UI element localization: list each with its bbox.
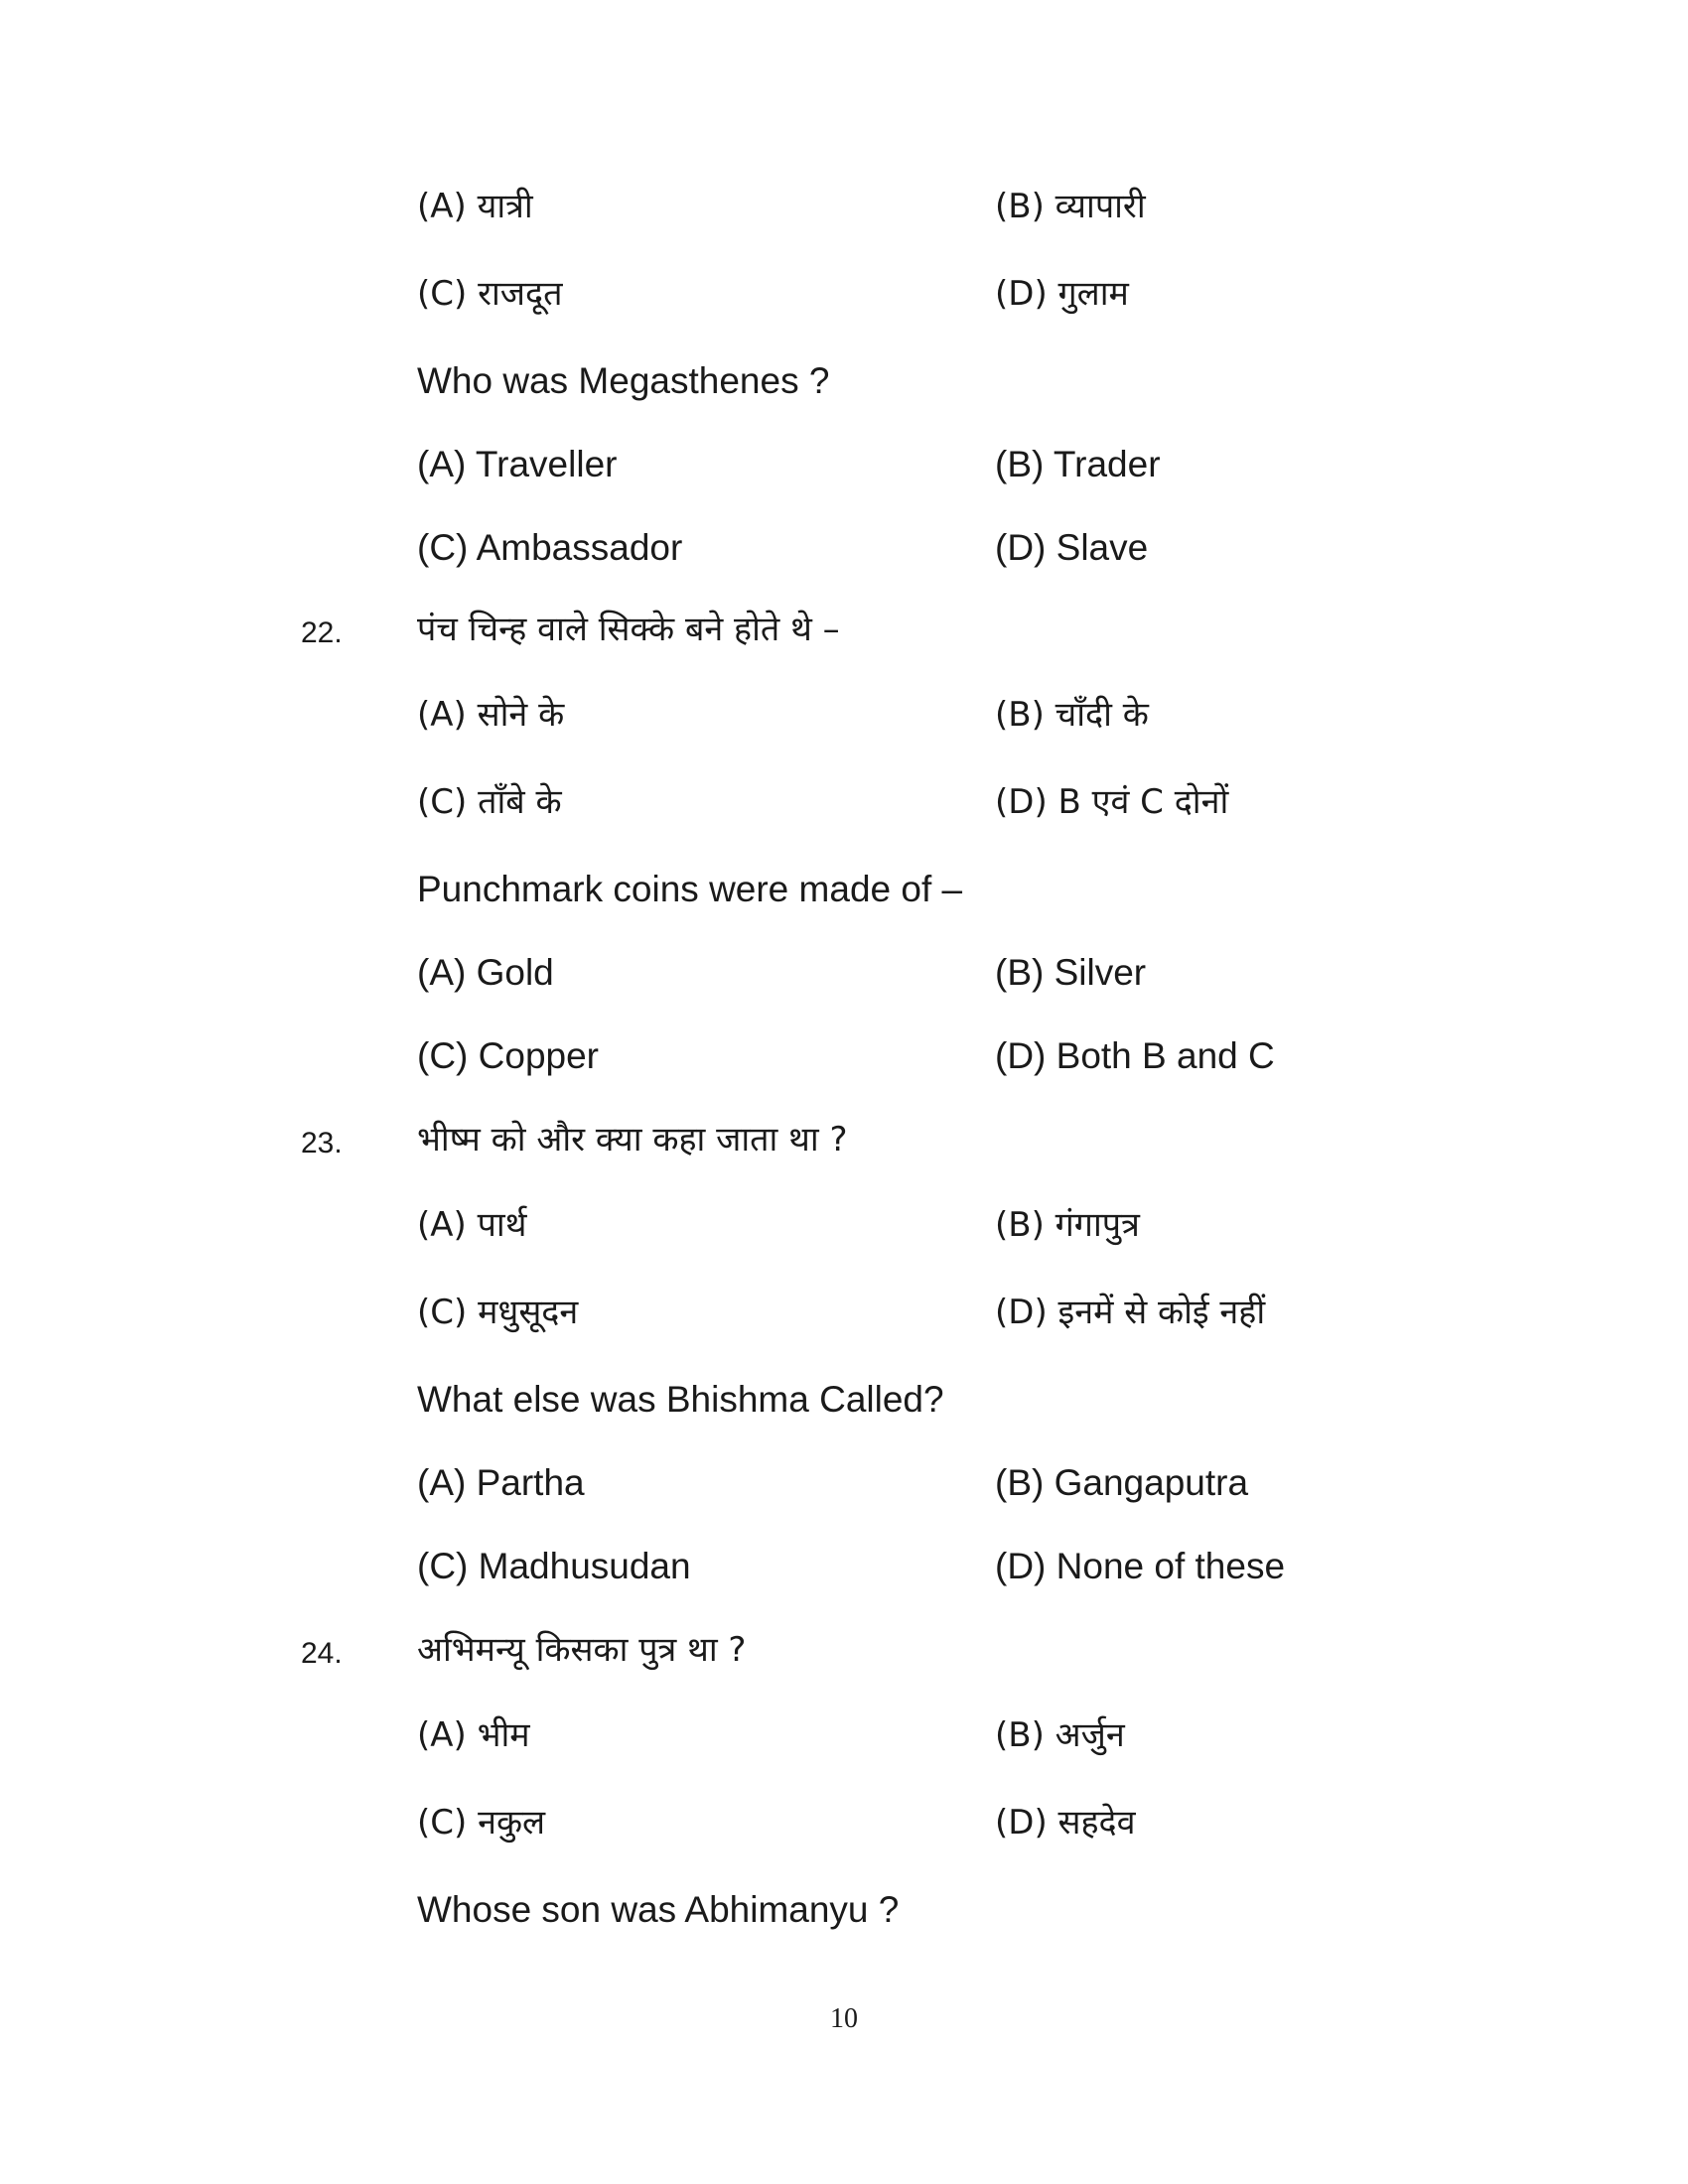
q23-en-option-d: (D) None of these [995, 1546, 1286, 1586]
q22-hi-option-c: (C) ताँबे के [417, 782, 562, 822]
q22-en-question: Punchmark coins were made of – [417, 869, 963, 909]
q23-en-question: What else was Bhishma Called? [417, 1379, 944, 1420]
q21-en-question: Who was Megasthenes ? [417, 360, 830, 401]
page-number: 10 [830, 2003, 858, 2034]
q21-hi-option-a: (A) यात्री [417, 187, 533, 226]
q21-en-option-b: (B) Trader [995, 444, 1161, 484]
q22-en-option-c: (C) Copper [417, 1035, 599, 1076]
q23-en-option-b: (B) Gangaputra [995, 1462, 1249, 1503]
q22-hi-question: पंच चिन्ह वाले सिक्के बने होते थे – [417, 610, 840, 649]
q24-hi-option-b: (B) अर्जुन [995, 1715, 1125, 1755]
q24-number: 24. [301, 1637, 343, 1670]
q24-hi-question: अभिमन्यू किसका पुत्र था ? [417, 1630, 747, 1670]
q24-hi-option-a: (A) भीम [417, 1715, 530, 1755]
q23-en-option-c: (C) Madhusudan [417, 1546, 691, 1586]
q22-number: 22. [301, 616, 343, 649]
q23-hi-option-c: (C) मधुसूदन [417, 1293, 579, 1332]
q22-en-option-d: (D) Both B and C [995, 1035, 1275, 1076]
q21-hi-option-d: (D) गुलाम [995, 274, 1129, 314]
q22-hi-option-b: (B) चाँदी के [995, 695, 1149, 735]
q21-en-option-d: (D) Slave [995, 527, 1149, 568]
q22-en-option-a: (A) Gold [417, 952, 554, 993]
q24-hi-option-d: (D) सहदेव [995, 1803, 1136, 1843]
q24-en-question: Whose son was Abhimanyu ? [417, 1889, 900, 1930]
q22-hi-option-d: (D) B एवं C दोनों [995, 782, 1229, 822]
q21-hi-option-c: (C) राजदूत [417, 274, 563, 314]
q22-en-option-b: (B) Silver [995, 952, 1147, 993]
q22-hi-option-a: (A) सोने के [417, 695, 565, 735]
q23-en-option-a: (A) Partha [417, 1462, 585, 1503]
q23-hi-option-d: (D) इनमें से कोई नहीं [995, 1293, 1266, 1332]
q21-en-option-c: (C) Ambassador [417, 527, 683, 568]
q23-hi-option-b: (B) गंगापुत्र [995, 1205, 1140, 1245]
q21-hi-option-b: (B) व्यापारी [995, 187, 1146, 226]
q23-number: 23. [301, 1127, 343, 1160]
q24-hi-option-c: (C) नकुल [417, 1803, 546, 1843]
q23-hi-question: भीष्म को और क्या कहा जाता था ? [417, 1120, 848, 1160]
q21-en-option-a: (A) Traveller [417, 444, 618, 484]
q23-hi-option-a: (A) पार्थ [417, 1205, 527, 1245]
